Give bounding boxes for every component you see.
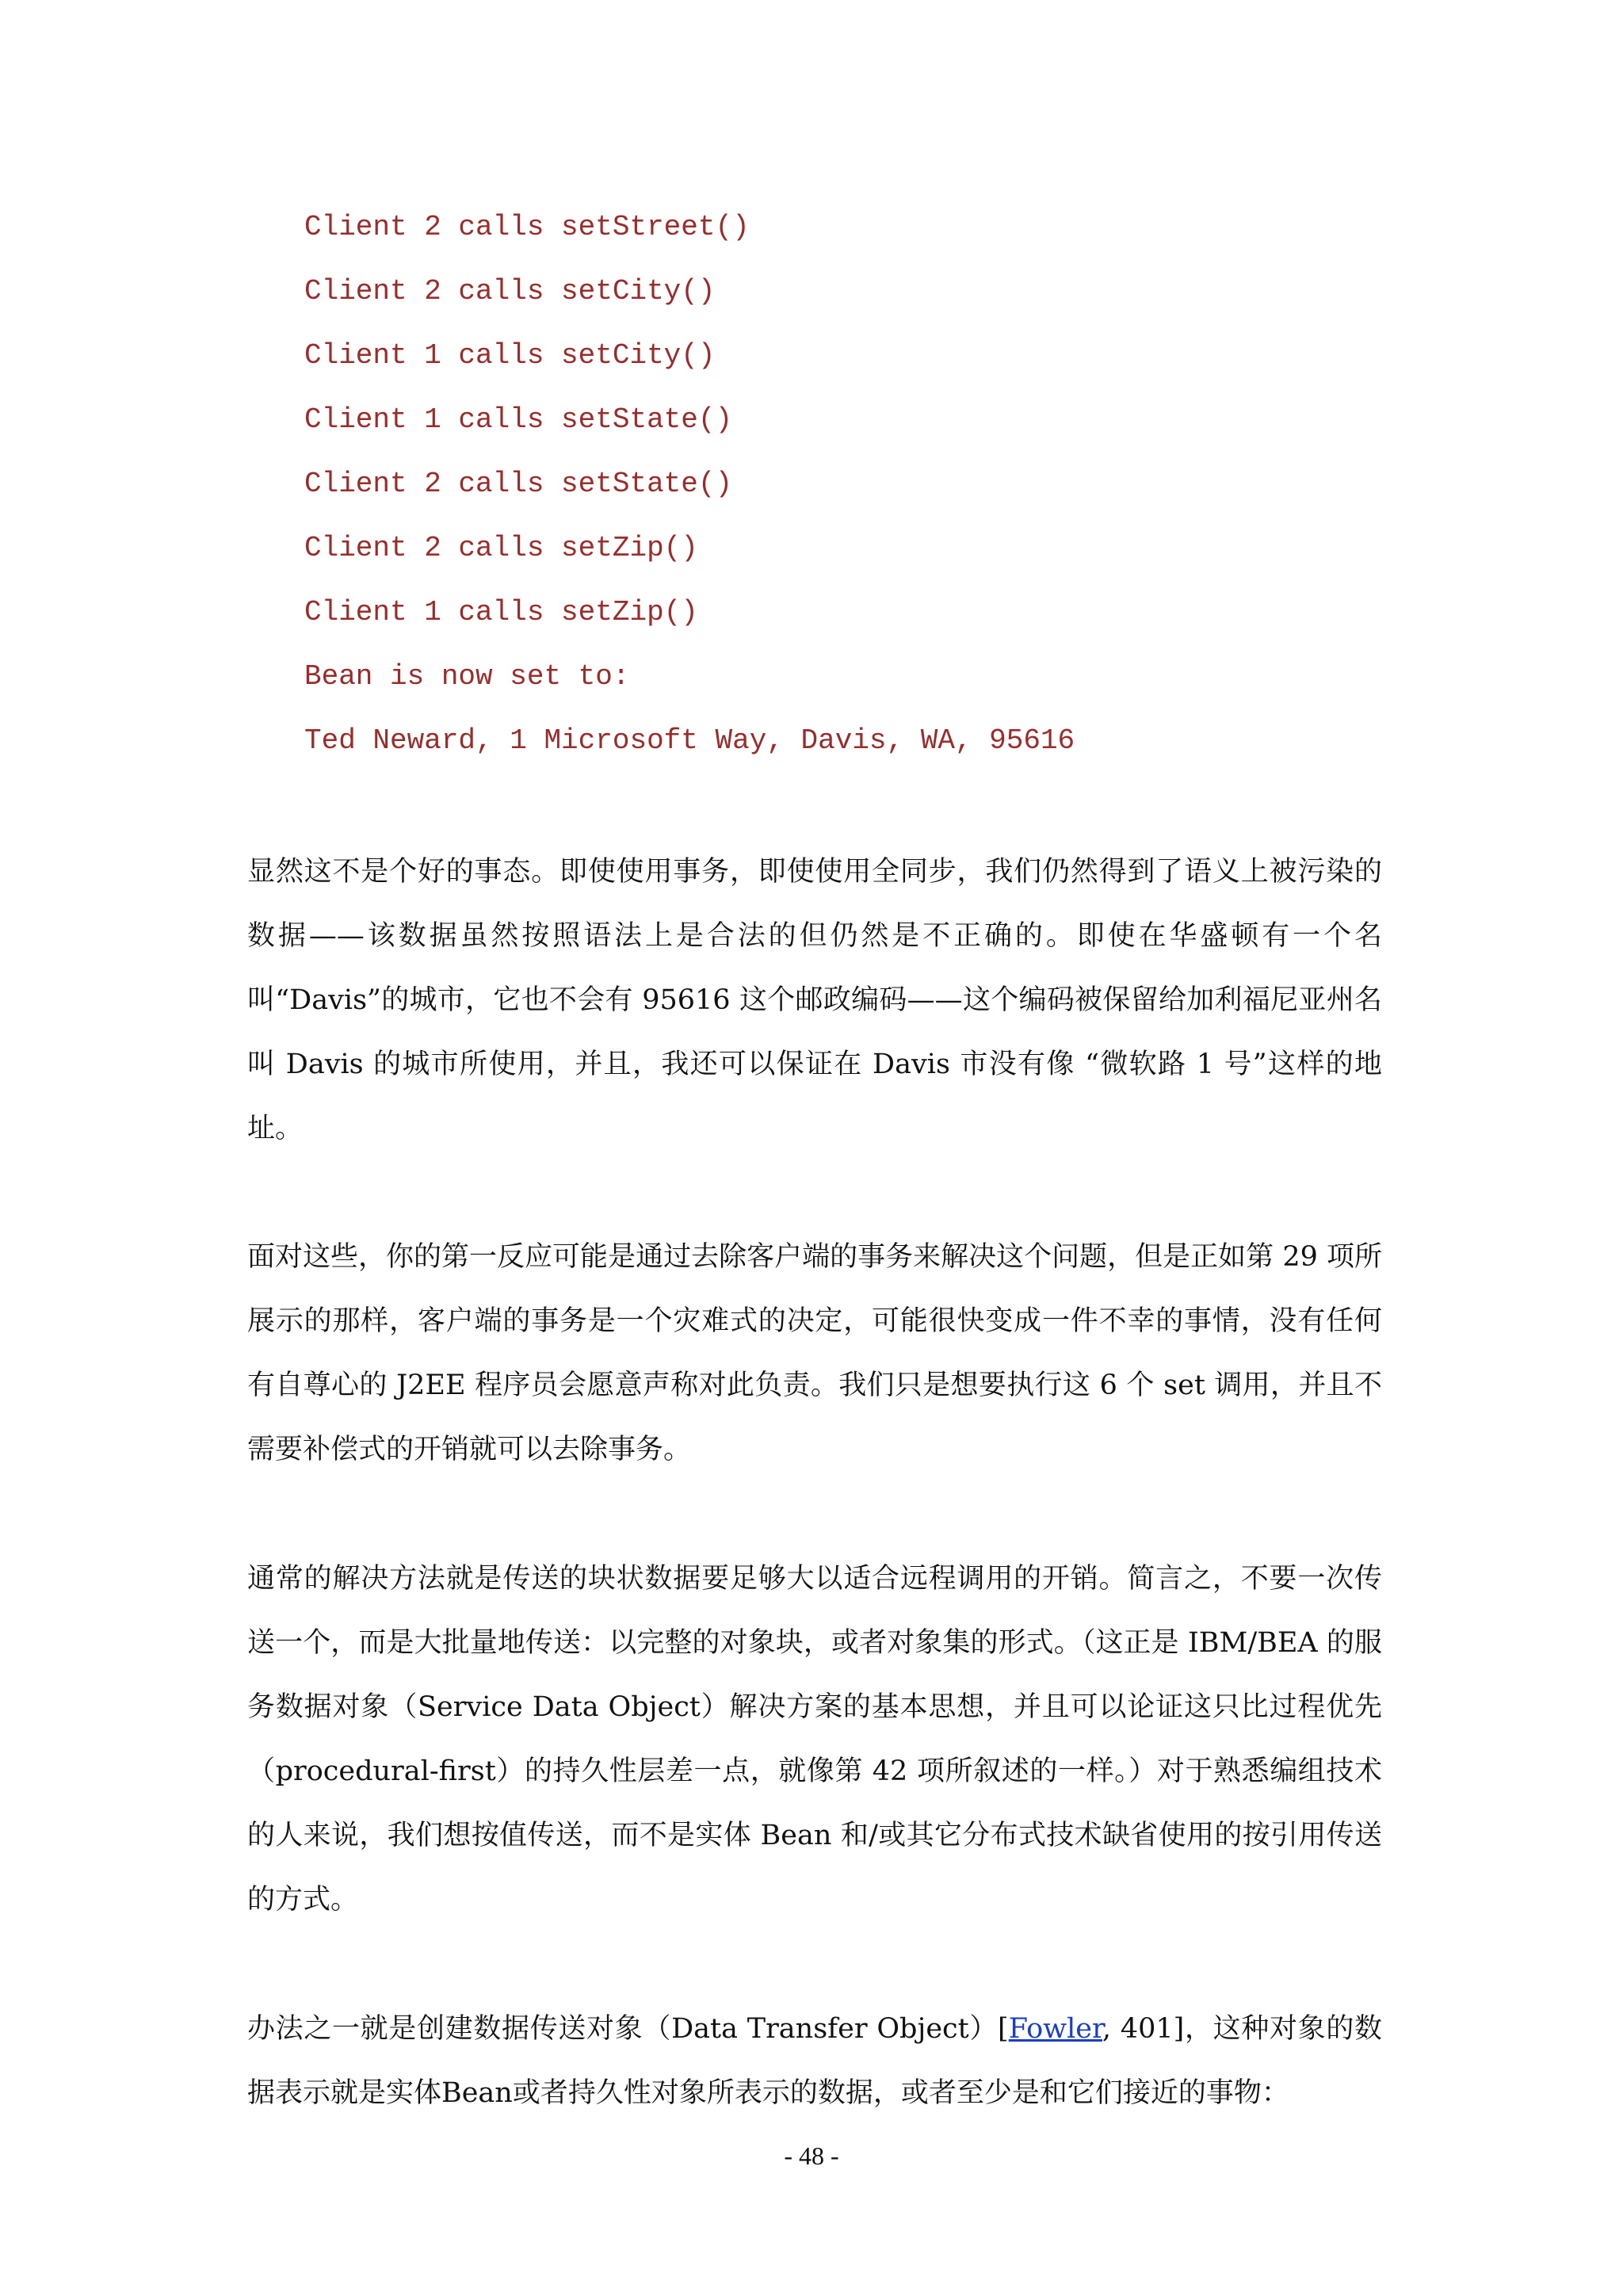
code-line: Ted Neward, 1 Microsoft Way, Davis, WA, 95616 bbox=[304, 724, 1075, 757]
code-line: Client 2 calls setCity() bbox=[304, 275, 716, 308]
page-number: - 48 - bbox=[784, 2141, 839, 2170]
paragraph-3: 通常的解决方法就是传送的块状数据要足够大以适合远程调用的开销。简言之，不要一次传送一个，而是大批量地传送：以完整的对象块，或者对象集的形式。（这正是 IBM/BEA 的服务数据对象（Service Data Object）解决方案的基本思想，并且可以论证这只比过程优先（procedural-first）的持久性层差一点，就像第 42 项所叙述的一样。）对于熟悉编组技术的人来说，我们想按值传送，而不是实体 Bean 和/或其它分布式技术缺省使用的按引用传送的方式。 bbox=[247, 1563, 1382, 1916]
code-listing bbox=[304, 208, 1493, 786]
paragraph-4-text-end: , 401]，这种对象的数据表示就是实体Bean或者持久性对象所表示的数据，或者至少是和它们接近的事物： bbox=[247, 2013, 1382, 2109]
code-line: Client 1 calls setZip() bbox=[304, 596, 698, 628]
fowler-reference-link[interactable]: Fowler bbox=[1008, 2013, 1102, 2045]
paragraph-4 bbox=[247, 1997, 1382, 2126]
code-line: Bean is now set to: bbox=[304, 660, 630, 693]
code-line: Client 2 calls setStreet() bbox=[304, 211, 750, 243]
paragraph-1: 显然这不是个好的事态。即使使用事务，即使使用全同步，我们仍然得到了语义上被污染的数据——该数据虽然按照语法上是合法的但仍然是不正确的。即使在华盛顿有一个名叫“Davis”的城市，它也不会有 95616 这个邮政编码——这个编码被保留给加利福尼亚州名叫 Davis 的城市所使用，并且，我还可以保证在 Davis 市没有像 “微软路 1 号”这样的地址。 bbox=[247, 856, 1382, 1144]
code-line: Client 1 calls setState() bbox=[304, 403, 733, 436]
paragraph-2: 面对这些，你的第一反应可能是通过去除客户端的事务来解决这个问题，但是正如第 29 项所展示的那样，客户端的事务是一个灾难式的决定，可能很快变成一件不幸的事情，没有任何有自尊心的 J2EE 程序员会愿意声称对此负责。我们只是想要执行这 6 个 set 调用，并且不需要补偿式的开销就可以去除事务。 bbox=[247, 1241, 1382, 1465]
code-line: Client 2 calls setZip() bbox=[304, 532, 698, 564]
code-line: Client 2 calls setState() bbox=[304, 468, 733, 500]
code-line: Client 1 calls setCity() bbox=[304, 339, 716, 372]
paragraph-4-text-start: 办法之一就是创建数据传送对象（Data Transfer Object）[ bbox=[247, 2013, 1009, 2045]
